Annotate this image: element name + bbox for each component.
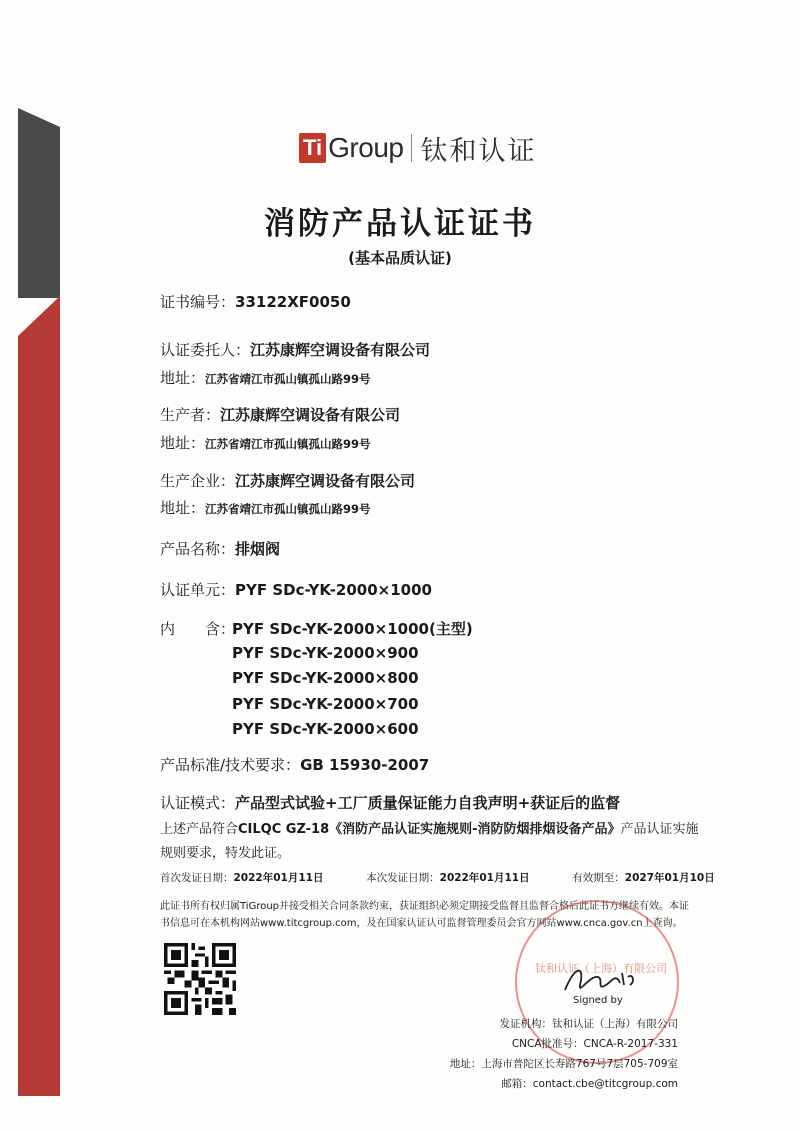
this-issue-date: 2022年01月11日	[439, 872, 530, 884]
logo-ti: Ti	[299, 133, 326, 163]
model-item: PYF SDc-YK-2000×900	[232, 643, 419, 662]
certificate-subtitle: (基本品质认证)	[348, 249, 452, 267]
client-label: 认证委托人：	[160, 341, 251, 359]
statement-prefix: 上述产品符合	[160, 822, 239, 837]
logo-group: Group	[328, 132, 404, 163]
logo-divider	[411, 134, 412, 162]
statement-suffix: 产品认证实施规则要求，特发此证。	[160, 822, 699, 861]
issuer-org-label: 发证机构：	[499, 1018, 552, 1030]
manufacturer-address-label: 地址：	[160, 499, 206, 517]
standard-row	[160, 754, 429, 775]
producer-row	[160, 404, 400, 425]
cert-unit-value: PYF SDc-YK-2000×1000	[235, 581, 432, 599]
manufacturer-label: 生产企业：	[160, 472, 236, 490]
model-item: PYF SDc-YK-2000×1000(主型)	[232, 620, 473, 638]
logo-cn: 钛和认证	[420, 135, 537, 167]
manufacturer-address-row	[160, 497, 371, 518]
issue-dates	[160, 870, 715, 885]
manufacturer-row	[160, 470, 415, 491]
first-issue-date: 2022年01月11日	[233, 872, 324, 884]
conformity-statement	[160, 818, 700, 866]
issuer-address-label: 地址：	[449, 1058, 482, 1070]
client-address-row	[160, 367, 371, 388]
issuer-email-label: 邮箱：	[501, 1078, 533, 1090]
tigroup-logo	[299, 130, 536, 166]
model-item: PYF SDc-YK-2000×800	[232, 669, 419, 687]
contains-label: 内 含：	[160, 620, 236, 638]
issuer-address: 上海市普陀区长寿路767号7层705-709室	[481, 1058, 678, 1070]
producer-label: 生产者：	[160, 406, 221, 424]
valid-until-label: 有效期至：	[572, 872, 625, 884]
producer-value: 江苏康辉空调设备有限公司	[220, 406, 401, 424]
model-list	[232, 618, 473, 746]
seal-text: 钛和认证（上海）有限公司	[535, 962, 667, 975]
issuer-org: 钛和认证（上海）有限公司	[552, 1018, 678, 1030]
statement-rule: CILQC GZ-18《消防产品认证实施规则-消防防烟排烟设备产品》	[238, 822, 621, 837]
producer-address-row	[160, 432, 371, 453]
issuer-email[interactable]: contact.cbe@titcgroup.com	[532, 1078, 678, 1090]
standard-label: 产品标准/技术要求：	[160, 756, 301, 774]
producer-address-label: 地址：	[160, 434, 206, 452]
cert-unit-label: 认证单元：	[160, 581, 236, 599]
client-address-label: 地址：	[160, 369, 206, 387]
cert-mode-row	[160, 792, 620, 813]
standard-value: GB 15930-2007	[300, 756, 430, 774]
issuer-cnca-row	[450, 1034, 678, 1054]
model-item: PYF SDc-YK-2000×700	[232, 694, 419, 713]
issuer-email-row	[450, 1074, 678, 1094]
product-name-value: 排烟阀	[235, 540, 281, 558]
signed-by-text: Signed by	[573, 995, 623, 1006]
valid-until-date: 2027年01月10日	[624, 872, 715, 884]
client-row	[160, 339, 430, 360]
this-issue-label: 本次发证日期：	[366, 872, 440, 884]
manufacturer-address: 江苏省靖江市孤山镇孤山路99号	[205, 502, 371, 516]
decorative-red-stripe	[18, 296, 60, 1096]
first-issue-label: 首次发证日期：	[160, 872, 234, 884]
model-item: PYF SDc-YK-2000×600	[232, 720, 419, 738]
cert-mode-value: 产品型式试验+工厂质量保证能力自我声明+获证后的监督	[235, 794, 621, 812]
cert-number-value: 33122XF0050	[235, 293, 351, 311]
issuer-cnca: CNCA-R-2017-331	[583, 1038, 678, 1050]
issuer-cnca-label: CNCA批准号：	[511, 1038, 584, 1050]
product-name-label: 产品名称：	[160, 540, 236, 558]
ownership-notice: 此证书所有权归属TiGroup并接受相关合同条款约束，获证组织必须定期接受监督且监督合格后此证书方继续有效。本证书信息可在本机构网站www.titcgroup.com，及在国家认证认可监督管理委员会官方网站www.cnca.gov.cn上查询。	[160, 901, 690, 929]
issuer-org-row	[450, 1014, 678, 1034]
contains-label-row	[160, 618, 235, 639]
cert-number-row	[160, 291, 351, 312]
issuer-block	[450, 1014, 678, 1094]
client-value: 江苏康辉空调设备有限公司	[250, 341, 431, 359]
qr-code[interactable]	[164, 943, 236, 1015]
cert-mode-label: 认证模式：	[160, 794, 236, 812]
product-name-row	[160, 538, 280, 559]
certificate-title: 消防产品认证证书	[264, 206, 536, 242]
producer-address: 江苏省靖江市孤山镇孤山路99号	[205, 437, 371, 451]
issuer-address-row	[450, 1054, 678, 1074]
cert-unit-row	[160, 579, 432, 600]
manufacturer-value: 江苏康辉空调设备有限公司	[235, 472, 416, 490]
cert-number-label: 证书编号：	[160, 293, 236, 311]
client-address: 江苏省靖江市孤山镇孤山路99号	[205, 372, 371, 386]
